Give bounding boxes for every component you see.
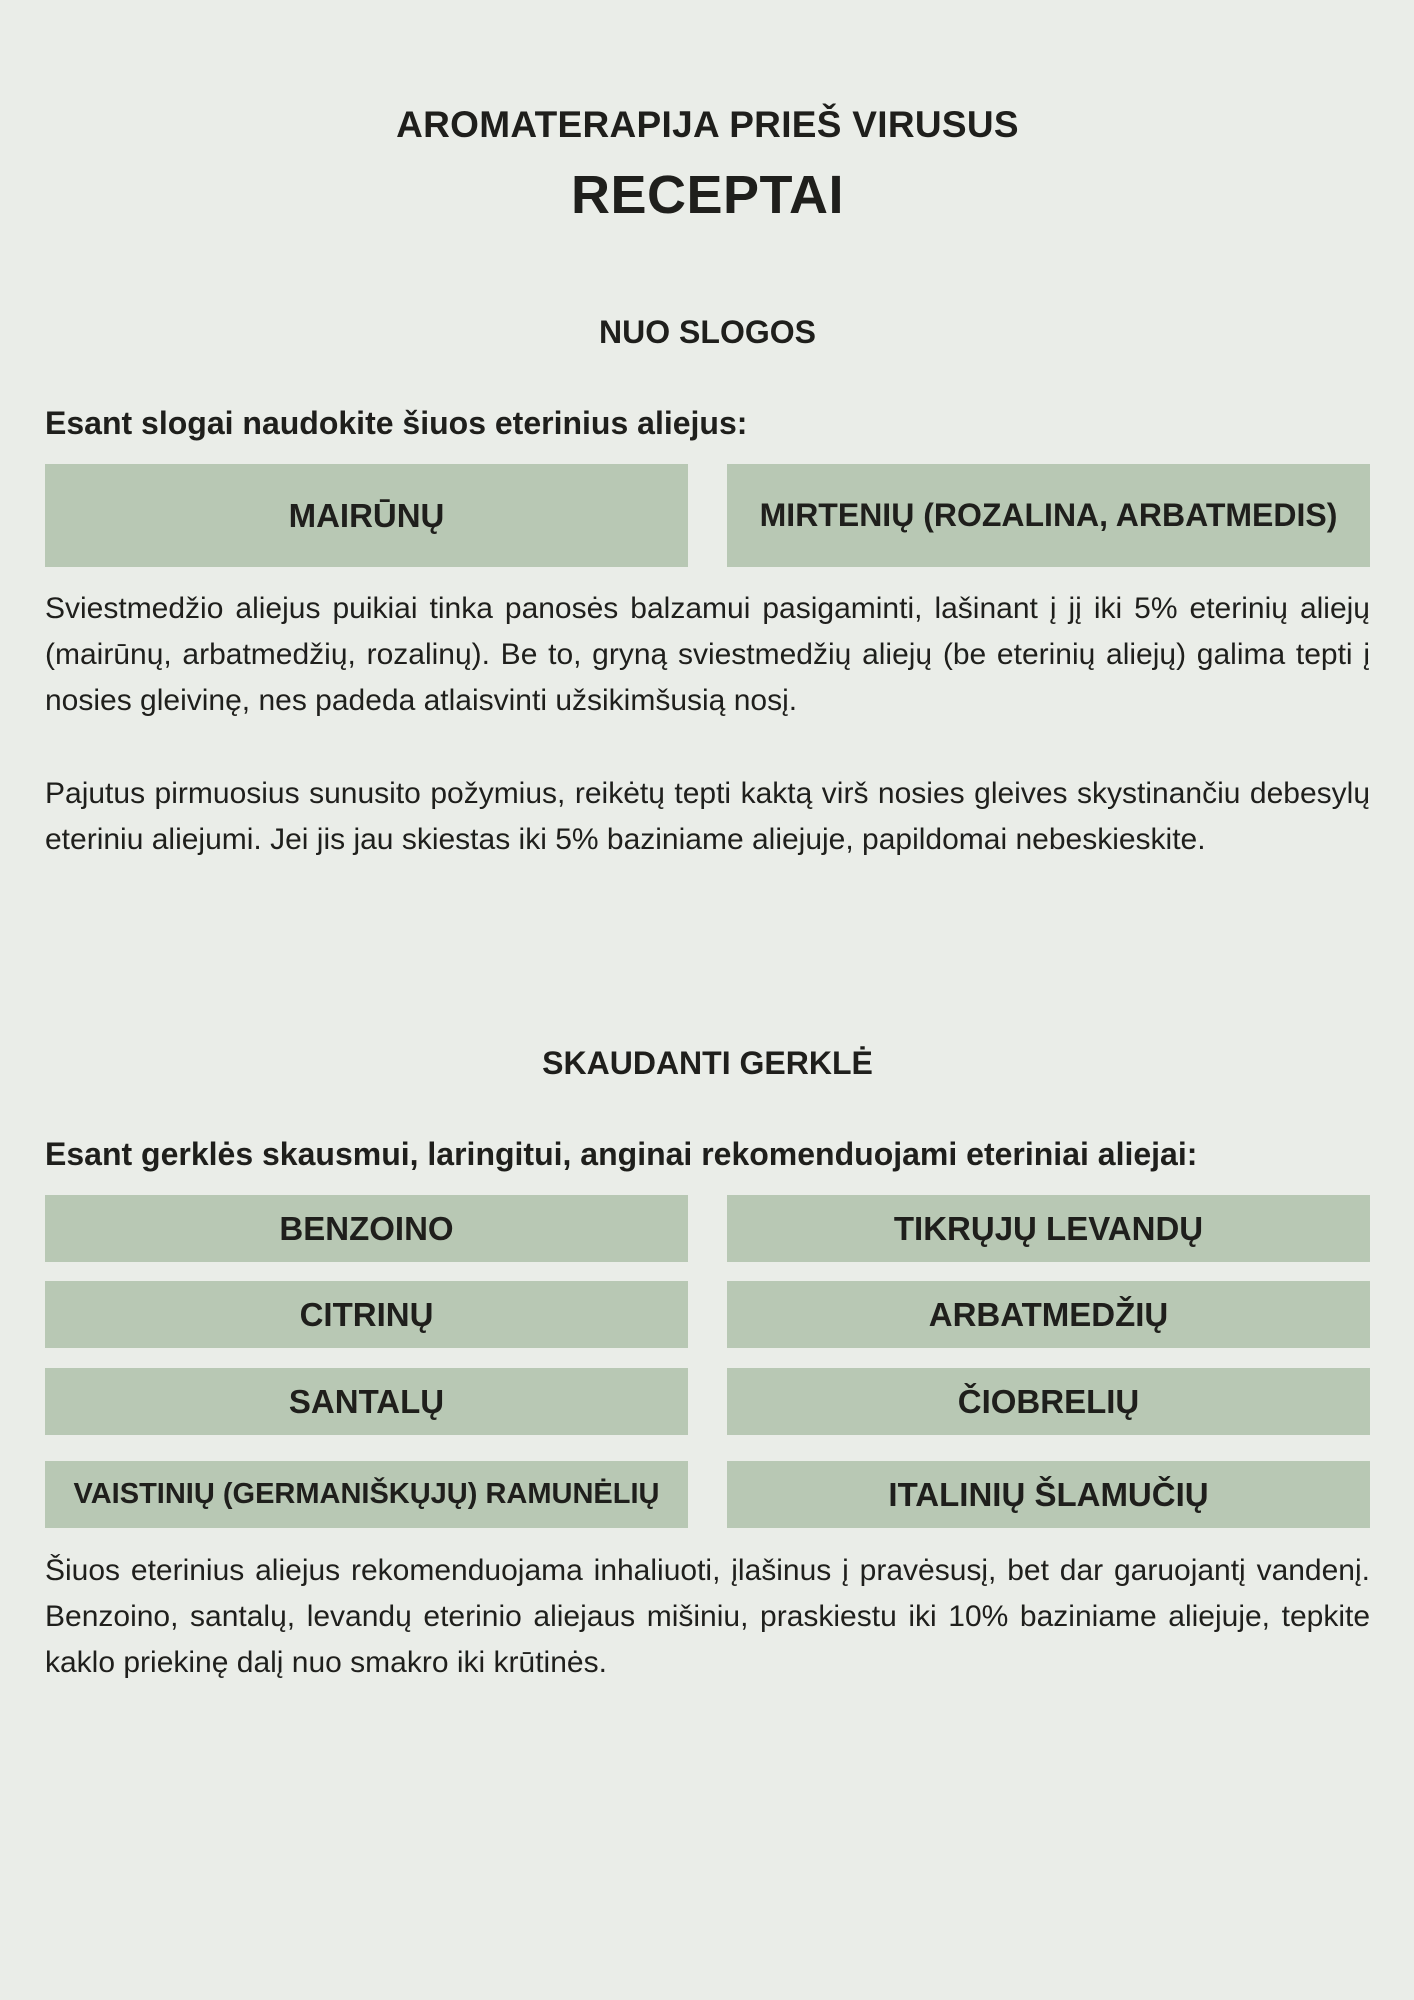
paragraph: Šiuos eterinius aliejus rekomenduojama inhaliuoti, įlašinus į pravėsusį, bet dar garuojantį vandenį. Benzoino, santalų, levandų eterinio aliejaus mišiniu, praskiestu iki 10% baziniame aliejuje, tepkite kaklo priekinę dalį nuo smakro iki krūtinės.	[45, 1554, 1370, 1679]
oil-tile: VAISTINIŲ (GERMANIŠKŲJŲ) RAMUNĖLIŲ	[45, 1461, 688, 1528]
document-kicker: AROMATERAPIJA PRIEŠ VIRUSUS	[396, 104, 1019, 145]
oil-tile: BENZOINO	[45, 1195, 688, 1262]
section-intro-sloga: Esant slogai naudokite šiuos eterinius aliejus:	[45, 405, 748, 441]
paragraph: Sviestmedžio aliejus puikiai tinka panosės balzamui pasigaminti, lašinant į jį iki 5% eterinių aliejų (mairūnų, arbatmedžių, rozalinų). Be to, gryną sviestmedžių aliejų (be eterinių aliejų) galima tepti į nosies gleivinę, nes padeda atlaisvinti užsikimšusią nosį.	[45, 592, 1370, 717]
section-intro-gerkle: Esant gerklės skausmui, laringitui, anginai rekomenduojami eteriniai aliejai:	[45, 1136, 1198, 1172]
section-title-sloga: NUO SLOGOS	[599, 314, 816, 350]
paragraph: Pajutus pirmuosius sunusito požymius, reikėtų tepti kaktą virš nosies gleives skystinančiu debesylų eteriniu aliejumi. Jei jis jau skiestas iki 5% baziniame aliejuje, papildomai nebeskieskite.	[45, 777, 1370, 856]
oil-tile: MIRTENIŲ (ROZALINA, ARBATMEDIS)	[727, 464, 1370, 567]
section-title-gerkle: SKAUDANTI GERKLĖ	[542, 1045, 873, 1081]
oil-tile: ITALINIŲ ŠLAMUČIŲ	[727, 1461, 1370, 1528]
oil-tile: TIKRŲJŲ LEVANDŲ	[727, 1195, 1370, 1262]
oil-tile: ARBATMEDŽIŲ	[727, 1281, 1370, 1348]
oil-tile: CITRINŲ	[45, 1281, 688, 1348]
oil-tile: ČIOBRELIŲ	[727, 1368, 1370, 1435]
document-title: RECEPTAI	[570, 165, 845, 225]
oil-tile: MAIRŪNŲ	[45, 464, 688, 567]
oil-tile: SANTALŲ	[45, 1368, 688, 1435]
